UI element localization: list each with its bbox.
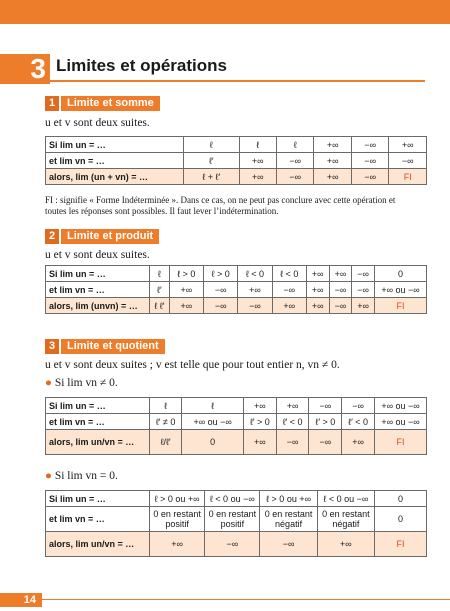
table-cell: 0 en restant positif [205,507,260,532]
table-cell: FI [375,430,427,455]
table-cell: +∞ [306,282,329,298]
table-cell: +∞ [276,398,309,414]
chapter-underline [50,80,425,82]
section-3-intro: u et v sont deux suites ; v est telle que pour tout entier n, vn ≠ 0. [45,359,340,371]
table-cell: ℓ [184,137,240,153]
table-cell: FI [375,532,427,557]
table-cell: −∞ [351,169,388,185]
table-cell: alors, lim (unvn) = … [46,298,150,314]
table-row [46,266,427,282]
table-cell: +∞ [314,137,351,153]
table-cell: ℓ′ [150,282,170,298]
table-cell: 0 en restant positif [150,507,205,532]
table-cell: alors, lim un/vn = … [46,532,150,557]
table-cell: alors, lim un/vn = … [46,430,150,455]
text: Si lim vn ≠ 0. [54,377,118,389]
table-cell: et lim vn = … [46,153,184,169]
table-cell: ℓ [150,398,182,414]
case-2-label: ● Si lim vn = 0. [45,470,118,482]
case-1-label: ● Si lim vn ≠ 0. [45,377,118,389]
table-row [46,398,427,414]
table-row [46,282,427,298]
table-cell: 0 [375,507,427,532]
table-cell: ℓ [182,398,244,414]
table-cell: +∞ [272,298,306,314]
sum-table [45,136,427,185]
table-row [46,507,427,532]
table-cell: FI [375,298,427,314]
table-cell: ℓ [239,137,276,153]
table-cell: −∞ [205,532,260,557]
table-cell: ℓ′ < 0 [342,414,375,430]
table-row [46,414,427,430]
table-cell: +∞ [169,298,203,314]
section-3-number: 3 [45,339,59,354]
table-cell: ℓ < 0 [272,266,306,282]
quotient-table-1 [45,397,427,455]
table-cell: −∞ [329,282,352,298]
table-cell: −∞ [204,282,238,298]
table-cell: ℓ′ > 0 [244,414,277,430]
section-3-header [45,339,165,354]
table-cell: −∞ [238,298,272,314]
table-cell: ℓ > 0 ou +∞ [260,491,317,507]
section-2-title: Limite et produit [61,229,159,244]
table-cell: 0 [182,430,244,455]
table-cell: Si lim un = … [46,491,150,507]
table-cell: alors, lim (un + vn) = … [46,169,184,185]
table-cell: ℓ < 0 ou −∞ [317,491,374,507]
table-cell: −∞ [352,282,375,298]
table-cell: Si lim un = … [46,398,150,414]
table-cell: +∞ [389,137,427,153]
table-cell: 0 en restant négatif [260,507,317,532]
table-cell: +∞ [150,532,205,557]
table-cell: ℓ [277,137,314,153]
table-cell: ℓ > 0 ou +∞ [150,491,205,507]
table-cell: ℓ < 0 ou −∞ [205,491,260,507]
table-cell: ℓ′ < 0 [276,414,309,430]
table-cell: +∞ ou −∞ [375,398,427,414]
table-cell: −∞ [329,298,352,314]
table-cell: ℓ [150,266,170,282]
table-cell: +∞ [239,153,276,169]
table-cell: 0 [375,491,427,507]
table-cell: et lim vn = … [46,414,150,430]
table-cell: ℓ/ℓ′ [150,430,182,455]
page-footer-line [42,599,450,600]
table-cell: −∞ [272,282,306,298]
table-cell: ℓ > 0 [204,266,238,282]
section-1-intro: u et v sont deux suites. [45,117,150,129]
table-cell: +∞ [244,398,277,414]
table-cell: ℓ > 0 [169,266,203,282]
table-cell: −∞ [342,398,375,414]
table-cell: −∞ [260,532,317,557]
table-cell: ℓ + ℓ′ [184,169,240,185]
table-cell: ℓ′ > 0 [309,414,342,430]
table-cell: 0 [375,266,427,282]
table-cell: ℓ′ [184,153,240,169]
chapter-title: Limites et opérations [56,56,227,75]
table-row [46,137,427,153]
table-cell: +∞ [169,282,203,298]
fi-note: FI : signifie « Forme Indéterminée ». Dans ce cas, on ne peut pas conclure avec cette opération et toutes les réponses sont possibles. Il faut lever l’indétermination. [45,195,396,216]
section-1-title: Limite et somme [61,96,160,111]
table-cell: +∞ [342,430,375,455]
table-cell: +∞ [244,430,277,455]
top-banner [0,0,450,24]
table-cell: ℓ ℓ′ [150,298,170,314]
text: Si lim vn = 0. [54,470,118,482]
table-cell: +∞ [306,298,329,314]
section-1-number: 1 [45,96,59,111]
table-cell: −∞ [277,153,314,169]
table-row [46,153,427,169]
table-cell: +∞ [352,298,375,314]
section-1-header [45,96,160,111]
table-cell: −∞ [389,153,427,169]
section-2-number: 2 [45,229,59,244]
table-cell: −∞ [309,430,342,455]
table-row [46,298,427,314]
table-cell: −∞ [352,266,375,282]
table-cell: +∞ ou −∞ [375,414,427,430]
table-cell: ℓ′ ≠ 0 [150,414,182,430]
table-row [46,491,427,507]
table-cell: +∞ ou −∞ [375,282,427,298]
table-cell: +∞ [238,282,272,298]
table-row [46,430,427,455]
table-cell: +∞ [314,169,351,185]
table-cell: +∞ [314,153,351,169]
table-cell: −∞ [309,398,342,414]
section-2-intro: u et v sont deux suites. [45,249,150,261]
table-cell: +∞ [329,266,352,282]
table-cell: +∞ [239,169,276,185]
table-cell: −∞ [351,137,388,153]
table-cell: −∞ [204,298,238,314]
table-cell: FI [389,169,427,185]
table-cell: −∞ [277,169,314,185]
table-cell: ℓ < 0 [238,266,272,282]
page-number: 14 [0,593,42,607]
product-table [45,265,427,314]
table-row [46,169,427,185]
section-3-title: Limite et quotient [61,339,165,354]
table-cell: 0 en restant négatif [317,507,374,532]
table-cell: Si lim un = … [46,137,184,153]
chapter-number: 3 [0,54,50,84]
table-cell: +∞ ou −∞ [182,414,244,430]
table-row [46,532,427,557]
table-cell: et lim vn = … [46,507,150,532]
section-2-header [45,229,159,244]
table-cell: −∞ [351,153,388,169]
quotient-table-2 [45,490,427,557]
table-cell: +∞ [317,532,374,557]
table-cell: −∞ [276,430,309,455]
table-cell: Si lim un = … [46,266,150,282]
table-cell: et lim vn = … [46,282,150,298]
table-cell: +∞ [306,266,329,282]
